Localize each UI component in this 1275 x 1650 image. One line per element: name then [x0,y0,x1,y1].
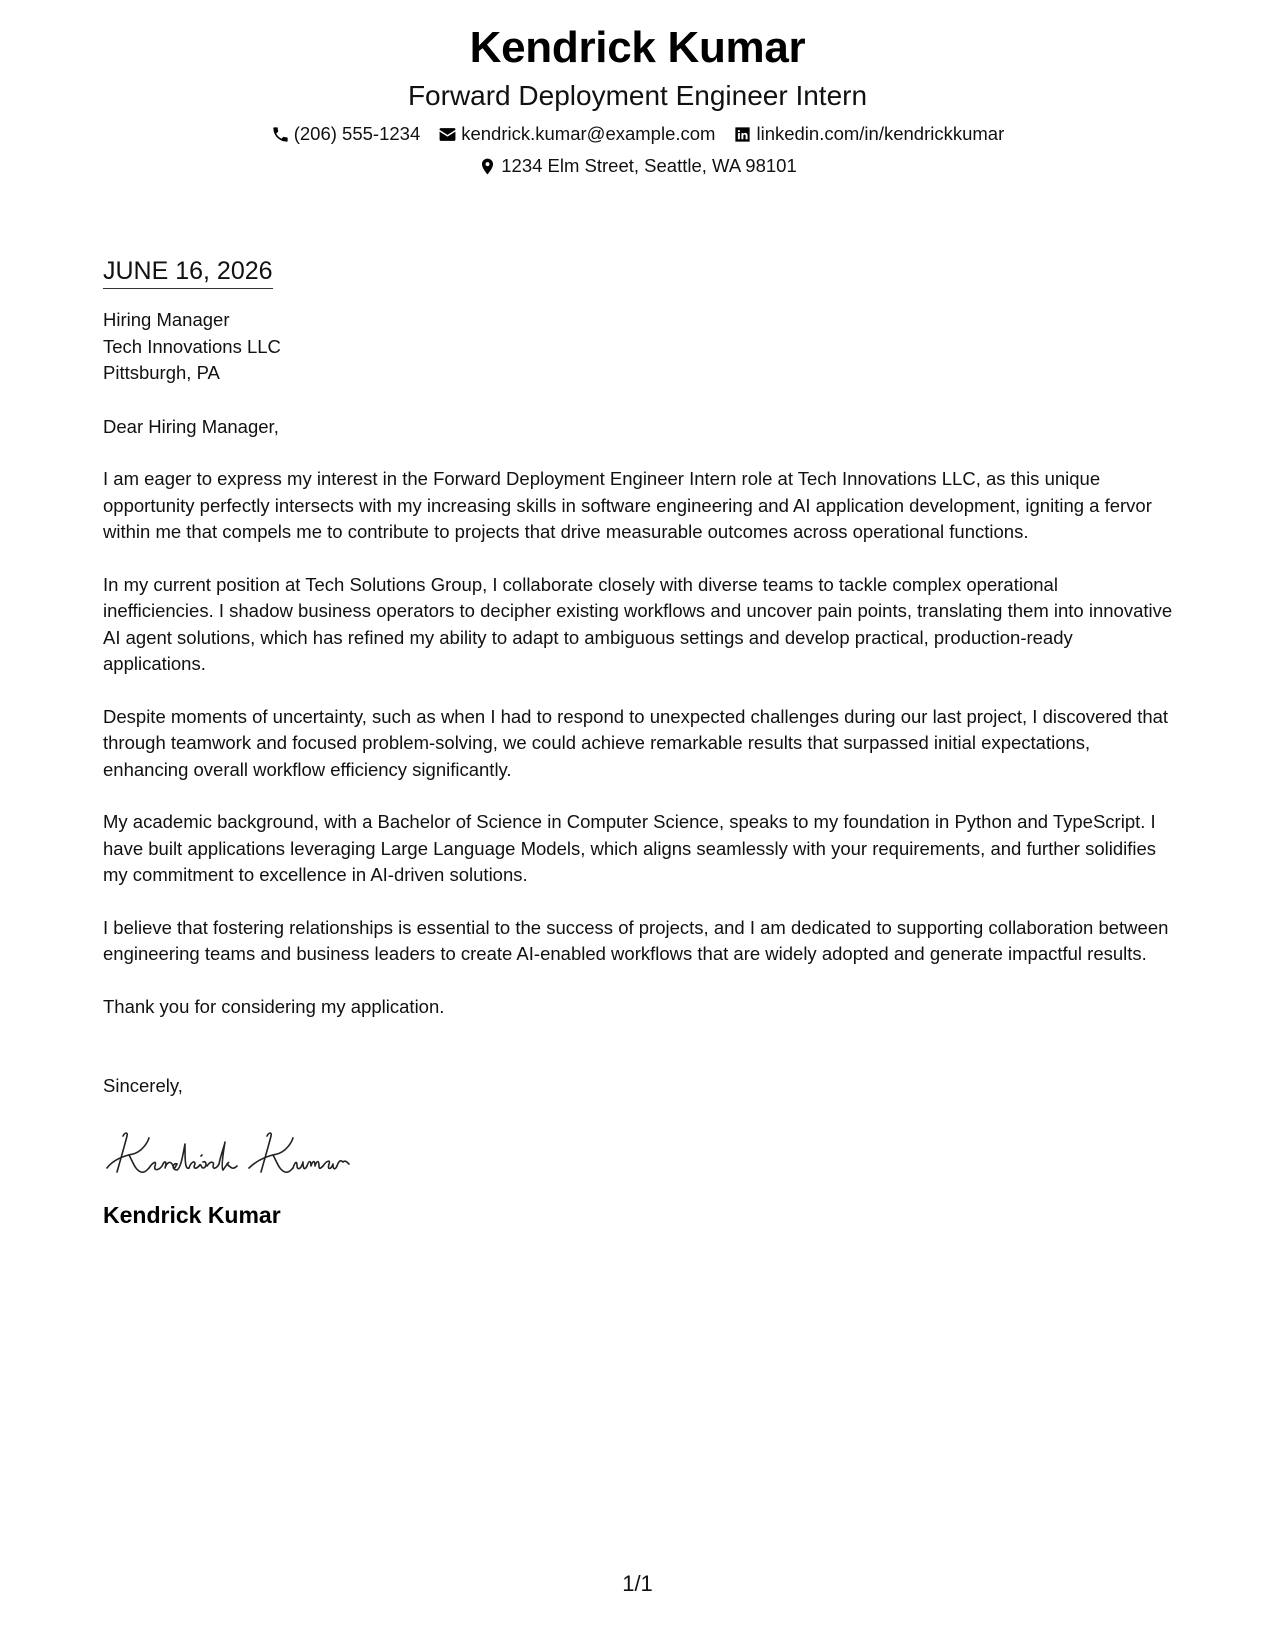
letter-body [103,254,1173,1230]
email-text: kendrick.kumar@example.com [461,123,716,144]
linkedin-icon [733,125,752,144]
address-text: 1234 Elm Street, Seattle, WA 98101 [501,155,797,176]
applicant-role: Forward Deployment Engineer Intern [407,80,868,111]
body-paragraph: In my current position at Tech Solutions Group, I collaborate closely with diverse teams to tackle complex operational inefficiencies. I shadow business operators to decipher existing workflows and uncover pain points, translating them into innovative AI agent solutions, which has refined my ability to adapt to ambiguous settings and develop practical, production-ready applications. [103,573,1173,674]
thank-you-line: Thank you for considering my application. [103,995,445,1017]
signature-image [103,1124,363,1184]
signer-name: Kendrick Kumar [103,1201,281,1228]
page-number: 1/1 [622,1571,653,1596]
envelope-icon [438,125,457,144]
letter-header [0,18,1275,178]
contact-email [438,122,715,146]
body-paragraph: I believe that fostering relationships is essential to the success of projects, and I am dedicated to supporting collaboration between engineering teams and business leaders to create AI-enabled workflows that are widely adopted and generate impactful results. [103,916,1169,964]
salutation: Dear Hiring Manager, [103,415,279,437]
map-pin-icon [478,157,497,176]
handwritten-signature [103,1124,1173,1184]
recipient-location: Pittsburgh, PA [103,362,220,383]
closing: Sincerely, [103,1075,183,1096]
body-paragraph: My academic background, with a Bachelor of Science in Computer Science, speaks to my foundation in Python and TypeScript. I have built applications leveraging Large Language Models, which aligns seamlessly with your requirements, and further solidifies my commitment to excellence in AI-driven solutions. [103,811,1157,885]
applicant-name: Kendrick Kumar [469,23,806,72]
contact-row-secondary [0,154,1275,178]
contact-address [478,154,797,178]
body-paragraph: Despite moments of uncertainty, such as when I had to respond to unexpected challenges during our last project, I discovered that through teamwork and focused problem-solving, we could achieve remarkable results that surpassed initial expectations, enhancing overall workflow efficiency significantly. [103,705,1169,780]
phone-icon [271,125,290,144]
letter-date: JUNE 16, 2026 [103,254,273,289]
contact-phone [271,122,421,146]
body-paragraph: I am eager to express my interest in the Forward Deployment Engineer Intern role at Tech Innovations LLC, as this unique opportunity perfectly intersects with my increasing skills in software engineering and AI application development, igniting a fervor within me that compels me to contribute to projects that drive measurable outcomes across operational functions. [103,468,1152,542]
recipient-title: Hiring Manager [103,309,230,330]
recipient-block [103,307,1173,387]
recipient-company: Tech Innovations LLC [103,335,281,357]
linkedin-text: linkedin.com/in/kendrickkumar [756,123,1005,144]
phone-text: (206) 555-1234 [293,123,421,144]
contact-linkedin [733,122,1004,146]
contact-row-primary [0,122,1275,146]
